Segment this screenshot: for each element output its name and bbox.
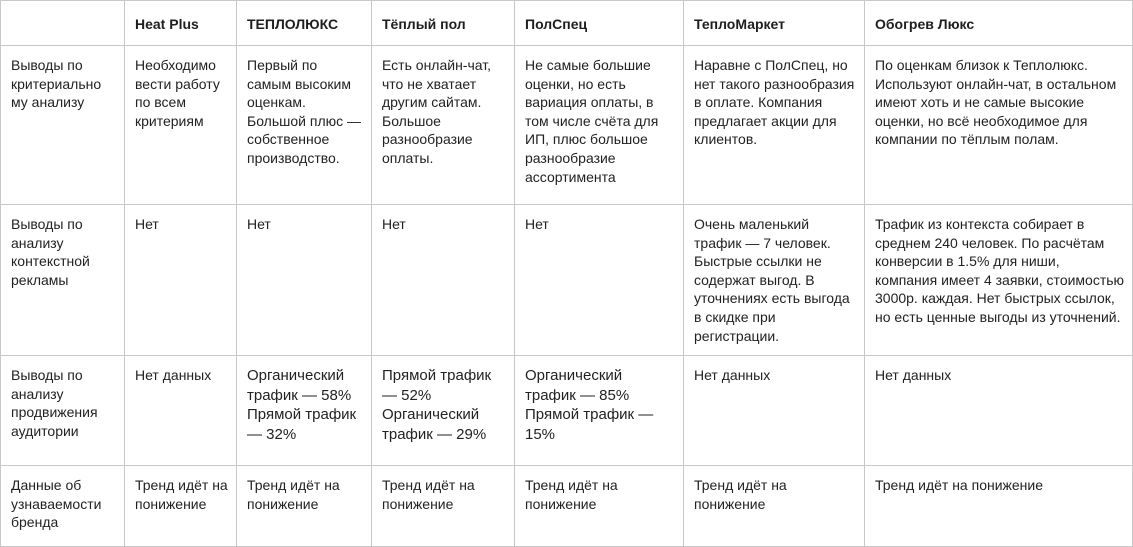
table-row <box>1 46 1133 205</box>
table-cell: Нет данных <box>684 356 865 466</box>
header-row <box>1 1 1133 46</box>
table-cell: Трафик из контекста собирает в среднем 240 человек. По расчётам конверсии в 1.5% для ниши, компания имеет 4 заявки, стоимостью 3000р. каждая. Нет быстрых ссылок, но есть ценные выгоды из уточнений. <box>865 205 1133 356</box>
table-cell: Прямой трафик — 52% Органический трафик — 29% <box>372 356 515 466</box>
table-cell: Не самые большие оценки, но есть вариация оплаты, в том числе счёта для ИП, плюс большое разнообразие ассортимента <box>515 46 684 205</box>
table-cell: Нет данных <box>865 356 1133 466</box>
table-cell: Нет <box>372 205 515 356</box>
table-cell: По оценкам близок к Теплолюкс. Используют онлайн-чат, в остальном имеют хоть и не самые высокие оценки, но всё необходимое для компании по тёплым полам. <box>865 46 1133 205</box>
header-corner <box>1 1 125 46</box>
table-cell: Тренд идёт на понижение <box>372 466 515 547</box>
table-cell: Тренд идёт на понижение <box>515 466 684 547</box>
table-cell: Нет <box>237 205 372 356</box>
row-label: Выводы по анализу контекстной рекламы <box>1 205 125 356</box>
table-cell: Тренд идёт на понижение <box>865 466 1133 547</box>
row-label: Выводы по критериально му анализу <box>1 46 125 205</box>
table-cell: Наравне с ПолСпец, но нет такого разнообразия в оплате. Компания предлагает акции для клиентов. <box>684 46 865 205</box>
table-row <box>1 466 1133 547</box>
row-label: Данные об узнаваемости бренда <box>1 466 125 547</box>
table-cell: Тренд идёт на понижение <box>237 466 372 547</box>
table-cell: Тренд идёт на понижение <box>684 466 865 547</box>
table-cell: Есть онлайн-чат, что не хватает другим сайтам. Большое разнообразие оплаты. <box>372 46 515 205</box>
row-label: Выводы по анализу продвижения аудитории <box>1 356 125 466</box>
table-cell: Органический трафик — 85% Прямой трафик — 15% <box>515 356 684 466</box>
header-heat-plus: Heat Plus <box>125 1 237 46</box>
header-teplolux: ТЕПЛОЛЮКС <box>237 1 372 46</box>
table-cell: Нет <box>125 205 237 356</box>
header-teplomarket: ТеплоМаркет <box>684 1 865 46</box>
table-cell: Нет <box>515 205 684 356</box>
table-cell: Тренд идёт на понижение <box>125 466 237 547</box>
table-cell: Нет данных <box>125 356 237 466</box>
table-cell: Необходимо вести работу по всем критериям <box>125 46 237 205</box>
table-row <box>1 205 1133 356</box>
table-cell: Первый по самым высоким оценкам. Большой плюс — собственное производство. <box>237 46 372 205</box>
table-row <box>1 356 1133 466</box>
header-obogrev-lux: Обогрев Люкс <box>865 1 1133 46</box>
header-polspec: ПолСпец <box>515 1 684 46</box>
table-cell: Органический трафик — 58% Прямой трафик — 32% <box>237 356 372 466</box>
header-teply-pol: Тёплый пол <box>372 1 515 46</box>
table-cell: Очень маленький трафик — 7 человек. Быстрые ссылки не содержат выгод. В уточнениях есть выгода в скидке при регистрации. <box>684 205 865 356</box>
